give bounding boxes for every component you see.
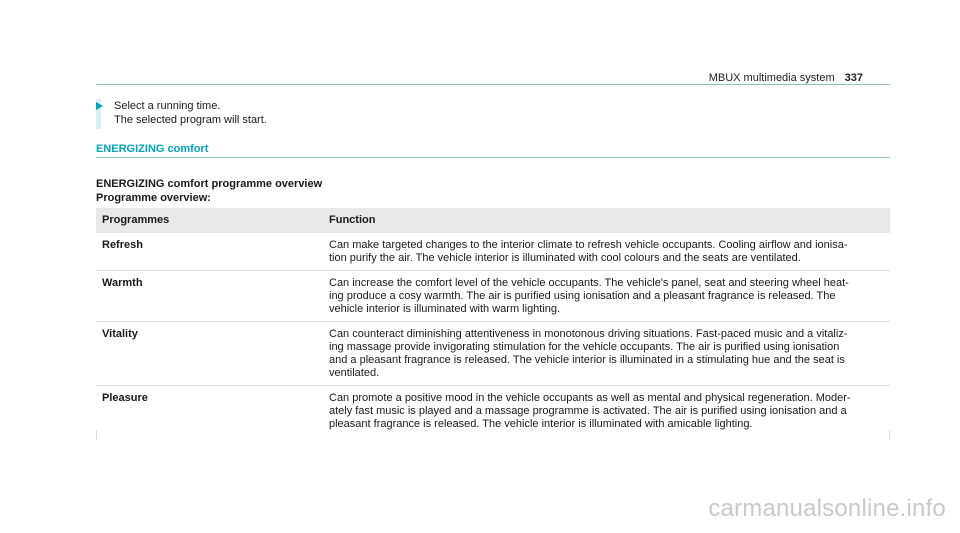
function-line: Can make targeted changes to the interior climate to refresh vehicle occupants. Cooling airflow and ionisa- (329, 239, 848, 251)
overview-title: ENERGIZING comfort programme overview (96, 178, 323, 190)
page-number: 337 (844, 72, 863, 84)
programme-name: Warmth (96, 271, 323, 322)
step-text: Select a running time. (114, 100, 221, 112)
table-row (96, 233, 890, 271)
programme-name: Vitality (96, 322, 323, 386)
section-rule (96, 157, 890, 158)
function-line: Can promote a positive mood in the vehicle occupants as well as mental and physical regeneration. Moder- (329, 392, 851, 404)
function-line: and a pleasant fragrance is released. The vehicle interior is illuminated in a stimulating hue and the seat is (329, 354, 845, 366)
running-header (709, 72, 863, 84)
table-row (96, 271, 890, 322)
function-line: ing produce a cosy warmth. The air is purified using ionisation and a pleasant fragrance is released. The (329, 290, 836, 302)
programme-function (323, 271, 890, 322)
table-row (96, 322, 890, 386)
overview-subtitle: Programme overview: (96, 192, 211, 204)
table-edge-right (889, 430, 890, 440)
function-line: Can increase the comfort level of the vehicle occupants. The vehicle's panel, seat and steering wheel heat- (329, 277, 849, 289)
function-line: pleasant fragrance is released. The vehicle interior is illuminated with amicable lighting. (329, 418, 753, 430)
programme-function (323, 233, 890, 271)
function-line: tion purify the air. The vehicle interior is illuminated with cool colours and the seats are ventilated. (329, 252, 801, 264)
section-title: ENERGIZING comfort (96, 143, 209, 155)
table-row (96, 386, 890, 437)
function-line: ing massage provide invigorating stimulation for the vehicle occupants. The air is purified using ionisation (329, 341, 840, 353)
programme-function (323, 322, 890, 386)
overview-heading (96, 177, 322, 205)
function-line: Can counteract diminishing attentiveness in monotonous driving situations. Fast-paced music and a vitaliz- (329, 328, 848, 340)
programme-name: Pleasure (102, 392, 148, 404)
programme-function (323, 386, 890, 437)
table-header-row (96, 208, 890, 233)
column-header-programmes: Programmes (96, 208, 323, 233)
play-arrow-icon (96, 102, 103, 110)
programme-table (96, 208, 890, 436)
table-edge-left (96, 430, 97, 440)
header-rule (96, 84, 890, 85)
function-line: vehicle interior is illuminated with warm lighting. (329, 303, 561, 315)
function-line: ventilated. (329, 367, 380, 379)
column-header-function: Function (323, 208, 890, 233)
step-result-text: The selected program will start. (114, 114, 267, 126)
function-line: ately fast music is played and a massage programme is activated. The air is purified using ionisation and a (329, 405, 847, 417)
header-title: MBUX multimedia system (708, 72, 835, 84)
programme-name: Refresh (96, 233, 323, 271)
watermark: carmanualsonline.info (708, 495, 946, 522)
